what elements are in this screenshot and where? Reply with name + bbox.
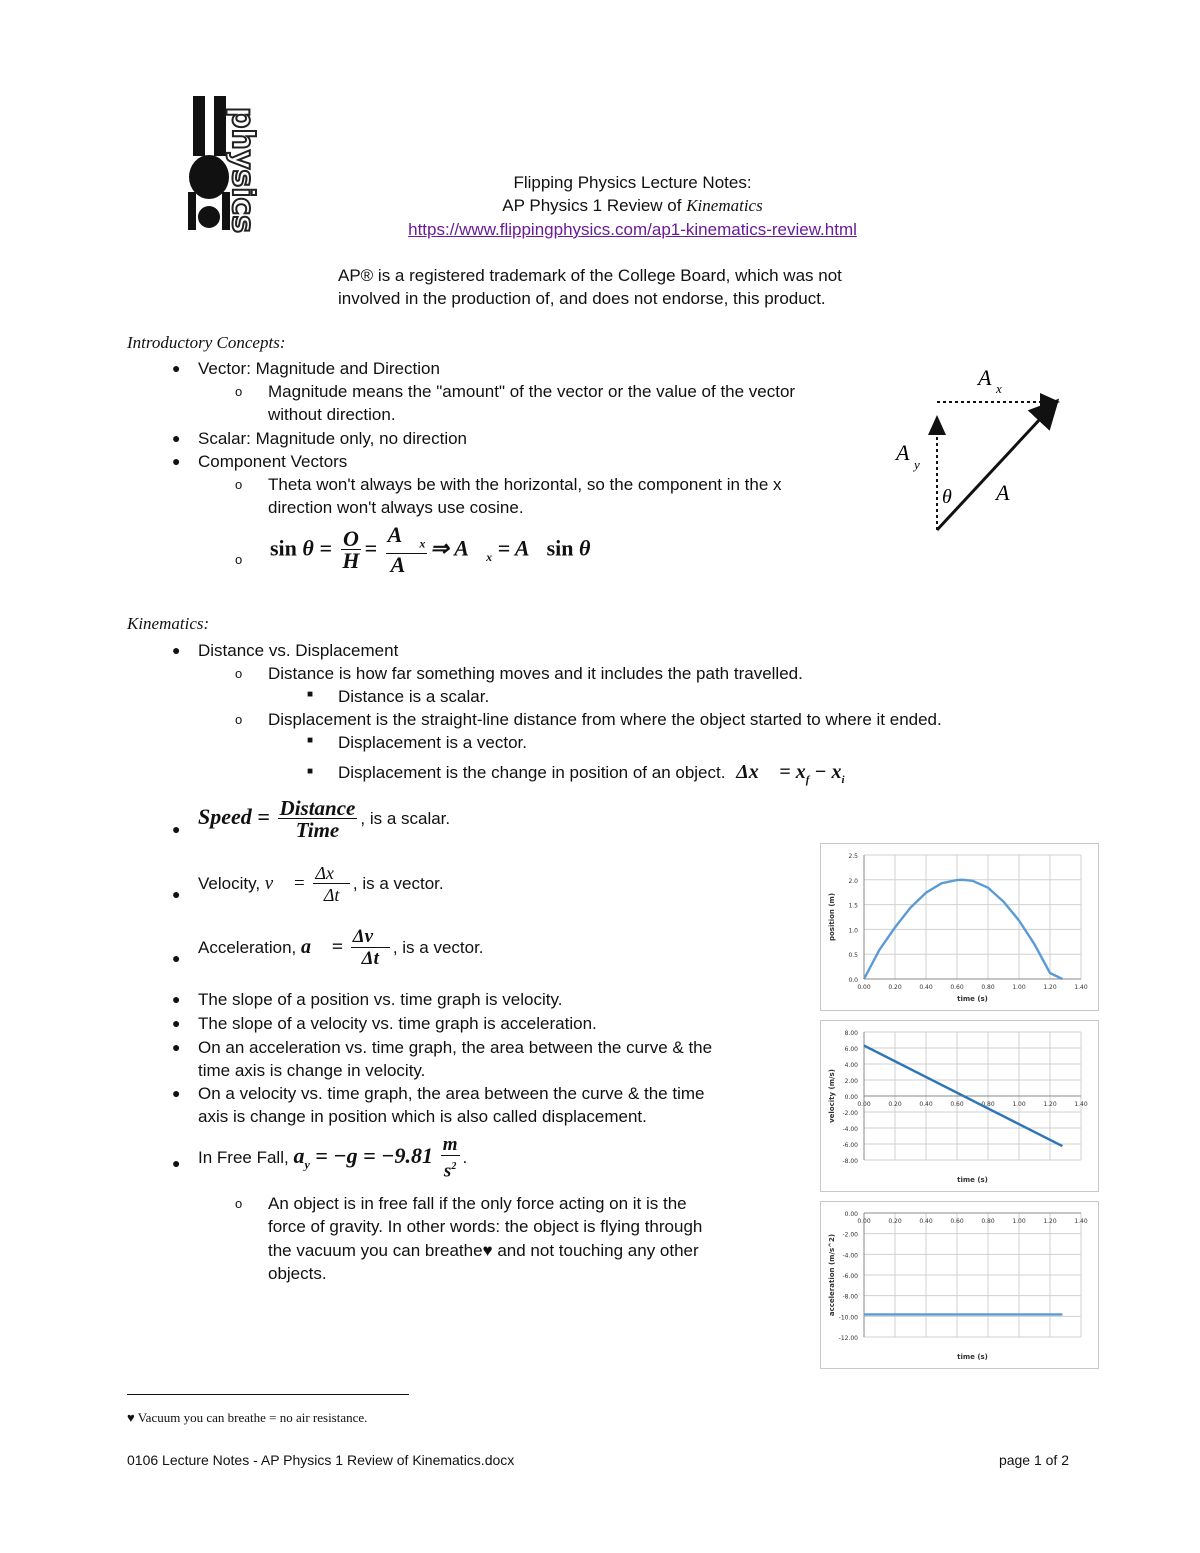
y-tick-label: 8.00 xyxy=(844,1030,858,1037)
sub-bullet-icon: o xyxy=(235,1196,243,1211)
bullet-icon: ● xyxy=(172,1015,181,1031)
y-axis-label: position (m) xyxy=(828,892,836,942)
position-time-chart xyxy=(820,843,1099,1011)
bullet-icon: ● xyxy=(172,642,181,658)
area-vel-2: axis is change in position which is also called displacement. xyxy=(198,1107,647,1126)
intro-component: Component Vectors xyxy=(198,452,348,471)
y-tick-label: -4.00 xyxy=(842,1126,858,1133)
header-subtitle: AP Physics 1 Review of Kinematics xyxy=(502,196,763,215)
x-tick-label: 0.00 xyxy=(857,1218,871,1225)
sub-bullet-icon: o xyxy=(235,712,243,727)
y-axis-label: acceleration (m/s^2) xyxy=(828,1233,836,1317)
x-tick-label: 1.40 xyxy=(1074,984,1088,991)
intro-heading: Introductory Concepts: xyxy=(127,333,286,352)
square-bullet-icon: ■ xyxy=(307,689,314,700)
square-bullet-icon: ■ xyxy=(307,766,314,777)
x-tick-label: 0.40 xyxy=(919,984,933,991)
footer-page: page 1 of 2 xyxy=(998,1452,1069,1468)
intro-scalar: Scalar: Magnitude only, no direction xyxy=(198,429,468,448)
x-tick-label: 0.40 xyxy=(919,1218,933,1225)
x-tick-label: 0.40 xyxy=(919,1101,933,1108)
bullet-icon: ● xyxy=(172,950,181,966)
footnote: ♥ Vacuum you can breathe = no air resistance. xyxy=(127,1410,368,1425)
x-tick-label: 1.00 xyxy=(1012,984,1026,991)
y-tick-label: 0.00 xyxy=(844,1211,858,1218)
x-tick-label: 1.40 xyxy=(1074,1101,1088,1108)
velocity-time-chart xyxy=(820,1020,1099,1192)
y-tick-label: -4.00 xyxy=(842,1252,858,1260)
x-tick-label: 0.60 xyxy=(950,1218,964,1225)
intro-theta-1: Theta won't always be with the horizontal, so the component in the x xyxy=(268,475,782,494)
ff-def-4: objects. xyxy=(268,1264,327,1283)
dist-disp: Distance vs. Displacement xyxy=(198,641,399,660)
slope-vel: The slope of a velocity vs. time graph is acceleration. xyxy=(198,1014,597,1033)
y-tick-label: -12.00 xyxy=(838,1335,858,1342)
logo-graphic xyxy=(128,92,288,242)
vector-ay-arrowhead xyxy=(928,415,946,435)
y-axis-label: velocity (m/s) xyxy=(828,1069,836,1123)
y-tick-label: 1.0 xyxy=(848,927,858,935)
ff-def-2: force of gravity. In other words: the object is flying through xyxy=(268,1217,703,1236)
x-tick-label: 0.20 xyxy=(888,1218,902,1225)
x-tick-label: 0.60 xyxy=(950,1101,964,1108)
bullet-icon: ● xyxy=(172,886,181,902)
x-tick-label: 0.80 xyxy=(981,984,995,991)
label-theta: θ xyxy=(942,486,952,508)
displacement-vector: Displacement is a vector. xyxy=(338,733,527,752)
x-tick-label: 0.00 xyxy=(857,1101,871,1108)
x-tick-label: 1.00 xyxy=(1012,1101,1026,1108)
y-tick-label: 4.00 xyxy=(844,1062,858,1069)
x-tick-label: 0.00 xyxy=(857,984,871,991)
bullet-icon: ● xyxy=(172,360,181,376)
footnote-divider xyxy=(127,1394,409,1395)
x-tick-label: 1.40 xyxy=(1074,1218,1088,1225)
y-tick-label: 0.0 xyxy=(848,977,858,984)
y-tick-label: 2.5 xyxy=(848,853,858,860)
sub-bullet-icon: o xyxy=(235,666,243,681)
x-tick-label: 0.60 xyxy=(950,984,964,991)
x-tick-label: 1.20 xyxy=(1043,1101,1057,1108)
svg-text:y: y xyxy=(914,457,920,472)
y-tick-label: -6.00 xyxy=(842,1142,858,1149)
freefall-equation: In Free Fall, $a_y = -g = -9.81$ $\frac{m}{s^2}$ . xyxy=(198,1134,468,1182)
ff-def-1: An object is in free fall if the only force acting on it is the xyxy=(268,1194,687,1213)
label-a: A xyxy=(996,480,1010,505)
y-tick-label: 1.5 xyxy=(848,902,858,910)
bullet-icon: ● xyxy=(172,991,181,1007)
displacement-def: Displacement is the straight-line distance from where the object started to where it ended. xyxy=(268,710,942,729)
header-title: Flipping Physics Lecture Notes: xyxy=(513,173,752,192)
displacement-change: Displacement is the change in position of an object. Δx⃗ = $x_f - x_i$ xyxy=(338,761,845,786)
svg-text:x: x xyxy=(996,381,1002,396)
velocity-equation: Velocity, v⃗ = $\frac{\Delta x⃗}{\Delta t}$ , is a vector. xyxy=(198,863,444,905)
disclaimer-line-2: involved in the production of, and does not endorse, this product. xyxy=(338,289,826,308)
x-axis-label: time (s) xyxy=(957,995,988,1003)
vector-diagram xyxy=(890,355,1070,545)
bullet-icon: ● xyxy=(172,821,181,837)
y-tick-label: 0.5 xyxy=(848,952,858,960)
x-tick-label: 1.20 xyxy=(1043,1218,1057,1225)
intro-theta-2: direction won't always use cosine. xyxy=(268,498,524,517)
disclaimer-line-1: AP® is a registered trademark of the College Board, which was not xyxy=(338,266,842,285)
y-tick-label: -8.00 xyxy=(842,1158,858,1165)
area-vel-1: On a velocity vs. time graph, the area between the curve & the time xyxy=(198,1084,705,1103)
x-tick-label: 0.20 xyxy=(888,1101,902,1108)
x-axis-label: time (s) xyxy=(957,1353,988,1361)
sine-equation: sin θ = $\frac{O}{H}$ = $\frac{A⃗_x}{A⃗}$ ⇒ $A⃗_x$ = A⃗sin θ xyxy=(270,522,591,578)
sub-bullet-icon: o xyxy=(235,477,243,492)
square-bullet-icon: ■ xyxy=(307,735,314,746)
y-tick-label: 2.00 xyxy=(844,1078,858,1085)
x-tick-label: 1.20 xyxy=(1043,984,1057,991)
x-tick-label: 0.80 xyxy=(981,1101,995,1108)
label-ax: A xyxy=(978,365,992,390)
intro-magnitude-1: Magnitude means the "amount" of the vector or the value of the vector xyxy=(268,382,796,401)
y-tick-label: 0.00 xyxy=(844,1094,858,1101)
speed-equation: Speed = $\frac{\text{Distance}}{\text{Time}}$ , is a scalar. xyxy=(198,796,451,842)
kinematics-heading: Kinematics: xyxy=(127,614,210,633)
x-axis-label: time (s) xyxy=(957,1176,988,1184)
chart-frame xyxy=(821,1202,1099,1369)
bullet-icon: ● xyxy=(172,1039,181,1055)
x-tick-label: 0.20 xyxy=(888,984,902,991)
sub-bullet-icon: o xyxy=(235,384,243,399)
logo-word-physics: physics xyxy=(225,107,260,234)
y-tick-label: 6.00 xyxy=(844,1046,858,1053)
bullet-icon: ● xyxy=(172,430,181,446)
distance-scalar: Distance is a scalar. xyxy=(338,687,490,706)
area-acc-2: time axis is change in velocity. xyxy=(198,1061,426,1080)
logo-figure xyxy=(188,96,230,230)
bullet-icon: ● xyxy=(172,1085,181,1101)
y-tick-label: -2.00 xyxy=(842,1231,858,1239)
bullet-icon: ● xyxy=(172,453,181,469)
x-tick-label: 0.80 xyxy=(981,1218,995,1225)
x-tick-label: 1.00 xyxy=(1012,1218,1026,1225)
y-tick-label: -8.00 xyxy=(842,1293,858,1301)
header-url[interactable]: https://www.flippingphysics.com/ap1-kinematics-review.html xyxy=(408,220,857,239)
distance-def: Distance is how far something moves and it includes the path travelled. xyxy=(268,664,803,683)
acceleration-time-chart xyxy=(820,1201,1099,1369)
y-tick-label: -2.00 xyxy=(842,1110,858,1117)
label-ay: A xyxy=(896,440,910,465)
y-tick-label: -6.00 xyxy=(842,1273,858,1280)
slope-pos: The slope of a position vs. time graph is velocity. xyxy=(198,990,563,1009)
y-tick-label: -10.00 xyxy=(838,1314,858,1322)
intro-magnitude-2: without direction. xyxy=(268,405,396,424)
ff-def-3: the vacuum you can breathe♥ and not touching any other xyxy=(268,1241,699,1260)
y-tick-label: 2.0 xyxy=(848,877,858,885)
bullet-icon: ● xyxy=(172,1155,181,1171)
vector-a-arrow xyxy=(937,403,1055,530)
area-acc-1: On an acceleration vs. time graph, the area between the curve & the xyxy=(198,1038,713,1057)
intro-vector: Vector: Magnitude and Direction xyxy=(198,359,440,378)
sub-bullet-icon: o xyxy=(235,552,243,567)
footer-filename: 0106 Lecture Notes - AP Physics 1 Review of Kinematics.docx xyxy=(127,1452,515,1468)
logo xyxy=(128,92,288,242)
acceleration-equation: Acceleration, a⃗ = $\frac{\Delta v⃗}{\Delta t}$ , is a vector. xyxy=(198,926,484,969)
